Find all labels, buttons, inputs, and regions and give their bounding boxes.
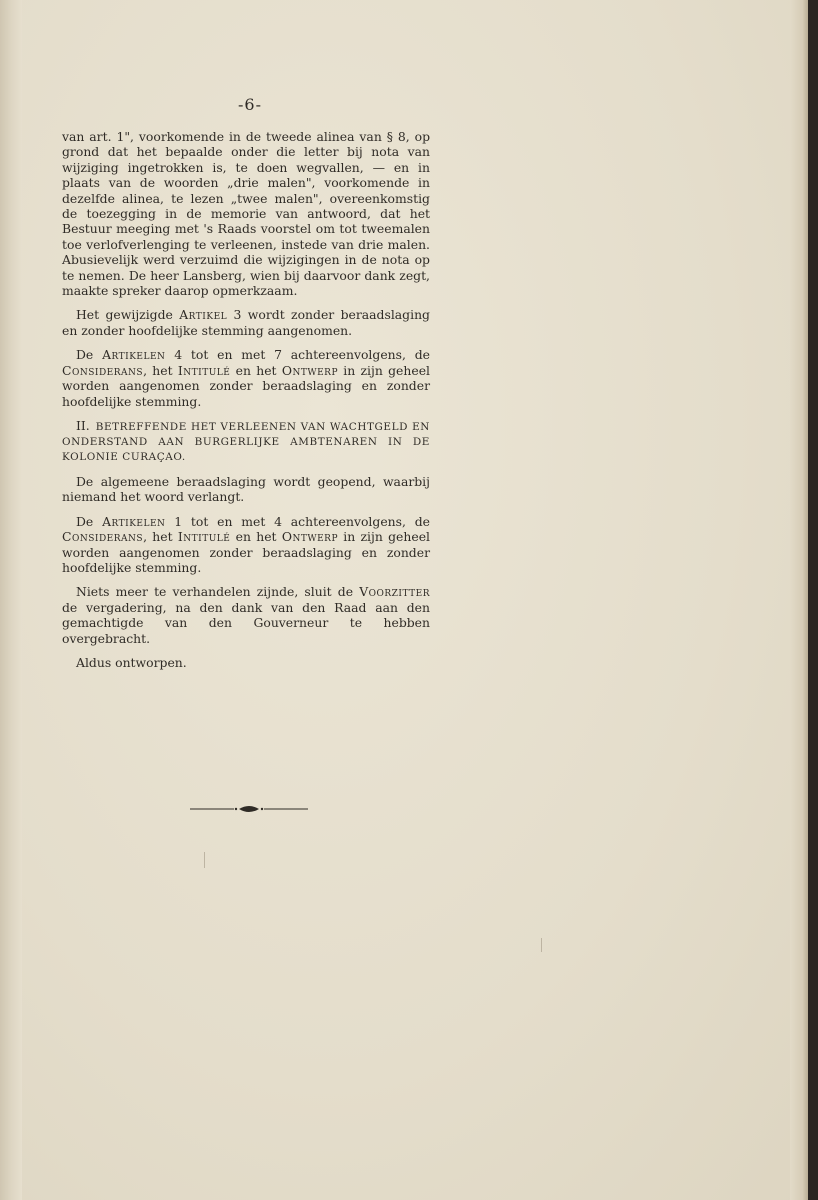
section-heading (62, 418, 430, 465)
small-caps-run: Artikel (179, 307, 228, 323)
small-caps-run: Artikelen (102, 513, 166, 529)
text-run: , het (143, 529, 178, 545)
text-run: Niets meer te verhandelen zijnde, sluit de (76, 584, 360, 600)
paragraph-articles-4-7 (62, 347, 430, 409)
text-run: De (76, 513, 103, 529)
paragraph-closing-meeting (62, 584, 430, 646)
text-run: 1 tot en met 4 achtereenvolgens, de (165, 513, 430, 529)
text-run: de vergadering, na den dank van den Raad aan den gemachtigde van den Gouverneur te hebben overgebracht. (62, 599, 430, 646)
section-number: II. (76, 417, 90, 433)
text-run: De (76, 347, 103, 363)
small-caps-run: Voorzitter (359, 584, 430, 600)
small-caps-run: Intitulé (177, 529, 231, 545)
document-body (62, 129, 430, 679)
text-run: 4 tot en met 7 achtereenvolgens, de (165, 347, 430, 363)
page-edge (790, 0, 808, 1200)
small-caps-run: Ontwerp (281, 529, 339, 545)
page-number: -6- (238, 95, 262, 114)
text-run: 3 wordt zonder beraadslaging en zonder hoofdelijke stemming aangenomen. (62, 307, 430, 338)
paragraph-continuation: van art. 1", voorkomende in de tweede alinea van § 8, op grond dat het bepaalde onder die letter bij nota van wijziging ingetrokken is, te doen wegvallen, — en in plaats van de woorden „drie malen", voorkomende in dezelfde alinea, te lezen „twee malen", overeenkomstig de toezegging in de memorie van antwoord, dat het Bestuur meeging met 's Raads voorstel om tot tweemalen toe verlofverlenging te verleenen, instede van drie malen. Abusievelijk werd verzuimd die wijzigingen in de nota op te nemen. De heer Lansberg, wien bij daarvoor dank zegt, maakte spreker daarop opmerkzaam. (62, 129, 430, 299)
paragraph-article-3 (62, 307, 430, 338)
small-caps-run: Intitulé (177, 362, 231, 378)
fleuron-rule-icon (190, 802, 308, 816)
small-caps-run: Considerans (62, 529, 144, 545)
paragraph-general-debate: De algemeene beraadslaging wordt geopend, waarbij niemand het woord verlangt. (62, 473, 430, 505)
text-run: in zijn geheel worden aangenomen zonder beraadslaging en zonder hoofdelijke stemming. (62, 362, 431, 409)
text-run: en het (230, 362, 282, 378)
small-caps-run: Artikelen (102, 347, 166, 363)
text-run: en het (230, 529, 282, 545)
paper-mark (541, 938, 542, 952)
text-run: in zijn geheel worden aangenomen zonder beraadslaging en zonder hoofdelijke stemming. (62, 529, 431, 575)
small-caps-run: Ontwerp (281, 362, 339, 378)
page-gutter (0, 0, 22, 1200)
text-run: , het (143, 362, 178, 378)
paper-mark (204, 852, 205, 868)
paragraph-articles-1-4 (62, 514, 430, 576)
closing-line: Aldus ontworpen. (76, 654, 187, 670)
section-title: BETREFFENDE HET VERLEENEN VAN WACHTGELD EN ONDERSTAND AAN BURGERLIJKE AMBTENAREN IN DE KOLONIE CURAÇAO. (62, 420, 430, 463)
small-caps-run: Considerans (62, 362, 144, 378)
text-run: Het gewijzigde (76, 307, 180, 323)
